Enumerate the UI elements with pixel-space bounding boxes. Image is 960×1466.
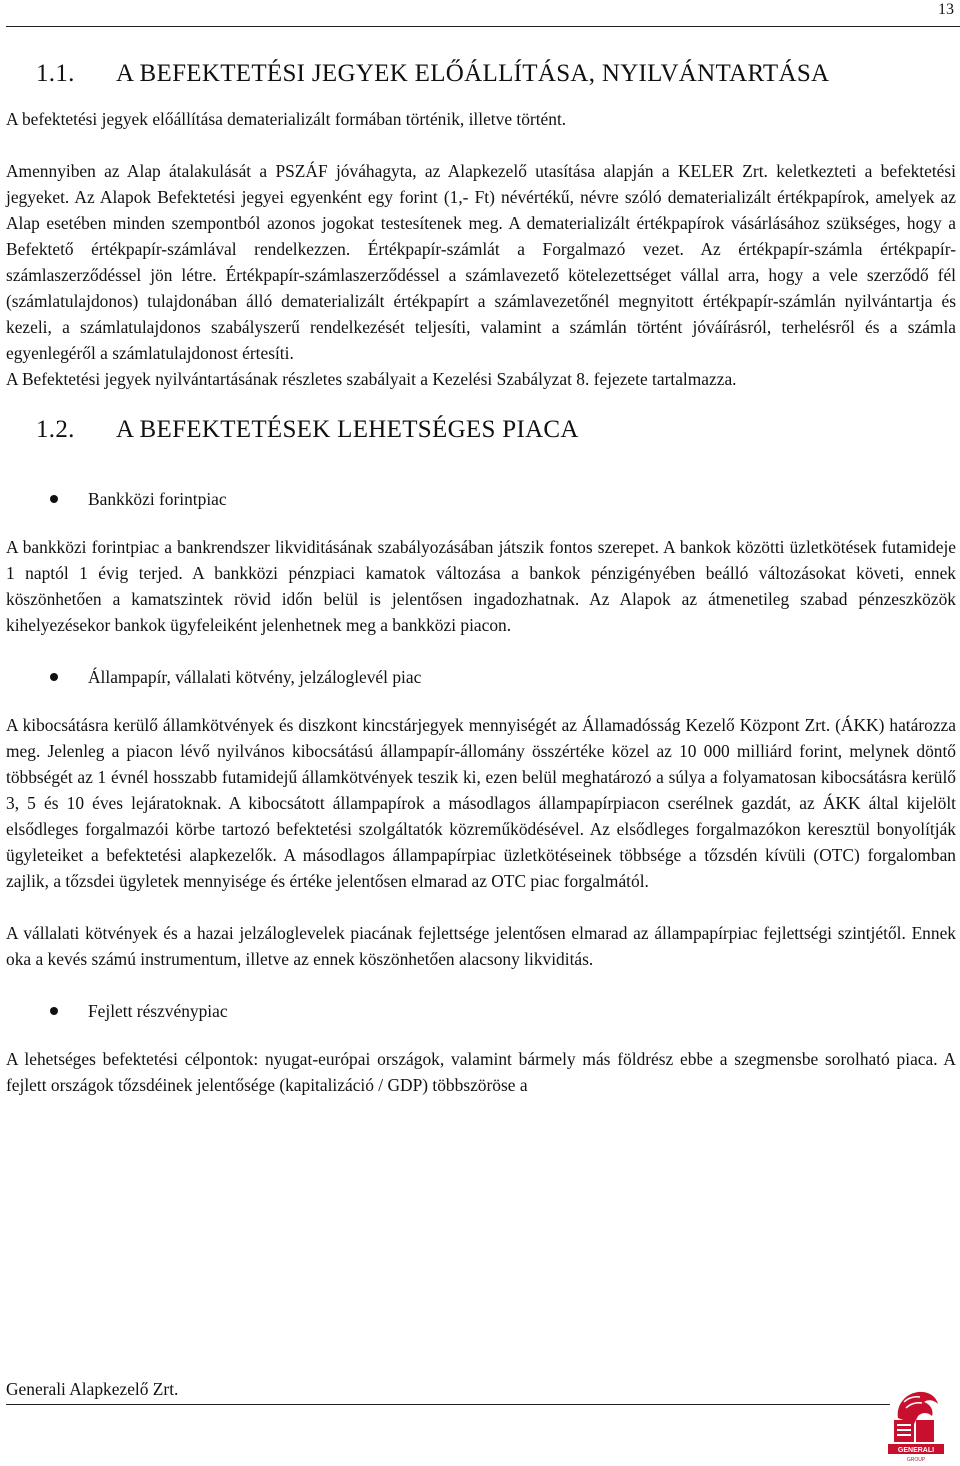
paragraph: A kibocsátásra kerülő államkötvények és diszkont kincstárjegyek mennyiségét az Államadósság Kezelő Központ Zrt. (ÁKK) határozza meg. Jelenleg a piacon lévő nyilvános kibocsátású állampapír-állomány összértéke közel az 10 000 milliárd forint, melynek döntő többségét az 1 évnél hosszabb futamidejű államkötvények teszik ki, ezen belül meghatározó a súlya a folyamatosan kibocsátásra kerülő 3, 5 és 10 éves lejáratoknak. A kibocsátott állampapírok a másodlagos állampapírpiacon cserélnek gazdát, az ÁKK által kijelölt elsődleges forgalmazói körbe tartozó befektetési szolgáltatók közreműködésével. Az elsődleges forgalmazókon keresztül bonyolítják ügyleteiket a befektetési alapkezelők. A másodlagos állampapírpiac üzletkötéseinek többsége a tőzsdén kívüli (OTC) forgalomban zajlik, a tőzsdei ügyletek mennyisége és értéke jelentősen elmarad az OTC piac forgalmától. (6, 715, 956, 891)
bullet-icon (50, 673, 58, 681)
section-heading-1-2 (36, 416, 956, 444)
section-title: A BEFEKTETÉSI JEGYEK ELŐÁLLÍTÁSA, NYILVÁNTARTÁSA (116, 60, 830, 87)
paragraph: Amennyiben az Alap átalakulását a PSZÁF jóváhagyta, az Alapkezelő utasítása alapján a KELER Zrt. keletkezteti a befektetési jegyeket. Az Alapok Befektetési jegyei egyenként egy forint (1,- Ft) névértékű, névre szóló dematerializált értékpapírok, amelyek az Alap esetében minden szempontból azonos jogokat testesítenek meg. A dematerializált értékpapírok vásárlásához szükséges, hogy a Befektető értékpapír-számlával rendelkezzen. Értékpapír-számlát a Forgalmazó vezet. Az értékpapír-számla értékpapír-számlaszerződéssel jön létre. Értékpapír-számlaszerződéssel a számlavezető kötelezettséget vállal arra, hogy a vele szerződő fél (számlatulajdonos) tulajdonában álló dematerializált értékpapírt a számlavezetőnél megnyitott értékpapír-számlán nyilvántartja és kezeli, a számlatulajdonos szabályszerű rendelkezését teljesíti, valamint a számlán történt jóváírásról, terhelésről és a számla egyenlegéről a számlatulajdonost értesíti. (6, 161, 956, 363)
document-body (6, 60, 956, 1098)
bullet-label: Állampapír, vállalati kötvény, jelzáloglevél piac (88, 667, 422, 687)
paragraph: A lehetséges befektetési célpontok: nyugat-európai országok, valamint bármely más földrész ebbe a szegmensbe sorolható piaca. A fejlett országok tőzsdéinek jelentősége (kapitalizáció / GDP) többszöröse a (6, 1049, 956, 1095)
section-number: 1.1. (36, 60, 75, 87)
page-number: 13 (938, 1, 954, 18)
paragraph: A befektetési jegyek előállítása dematerializált formában történik, illetve történt. (6, 109, 567, 129)
section-heading-1-1 (36, 60, 956, 88)
bullet-item (50, 998, 956, 1024)
logo-wordmark: GENERALI (897, 1447, 935, 1454)
paragraph: A bankközi forintpiac a bankrendszer likviditásának szabályozásában játszik fontos szerepet. A bankok közötti üzletkötések futamideje 1 naptól 1 évig terjed. A bankközi pénzpiaci kamatok változása a bankok pénzigényében beálló változásokat követi, ennek köszönhetően a kamatszintek rövid időn belül is jelentősen ingadozhatnak. Az Alapok az átmenetileg szabad pénzeszközök kihelyezésekor bankok ügyfeleiként jelenhetnek meg a bankközi piacon. (6, 537, 956, 635)
section-number: 1.2. (36, 416, 75, 443)
header-rule (6, 26, 960, 27)
section-title: A BEFEKTETÉSEK LEHETSÉGES PIACA (116, 416, 579, 443)
bullet-icon (50, 495, 58, 503)
bullet-icon (50, 1007, 58, 1015)
paragraph: A vállalati kötvények és a hazai jelzáloglevelek piacának fejlettsége jelentősen elmarad az állampapírpiac fejlettségi szintjétől. Ennek oka a kevés számú instrumentum, illetve az ennek köszönhetően alacsony likviditás. (6, 923, 956, 969)
footer-rule (6, 1404, 890, 1405)
bullet-label: Fejlett részvénypiac (88, 1001, 228, 1021)
logo-subtext: GROUP (906, 1457, 926, 1463)
generali-logo-icon (884, 1384, 948, 1464)
paragraph: A Befektetési jegyek nyilvántartásának részletes szabályait a Kezelési Szabályzat 8. fejezete tartalmazza. (6, 369, 737, 389)
footer-company: Generali Alapkezelő Zrt. (6, 1379, 179, 1399)
bullet-item (50, 664, 956, 690)
bullet-item (50, 486, 956, 512)
bullet-label: Bankközi forintpiac (88, 489, 227, 509)
